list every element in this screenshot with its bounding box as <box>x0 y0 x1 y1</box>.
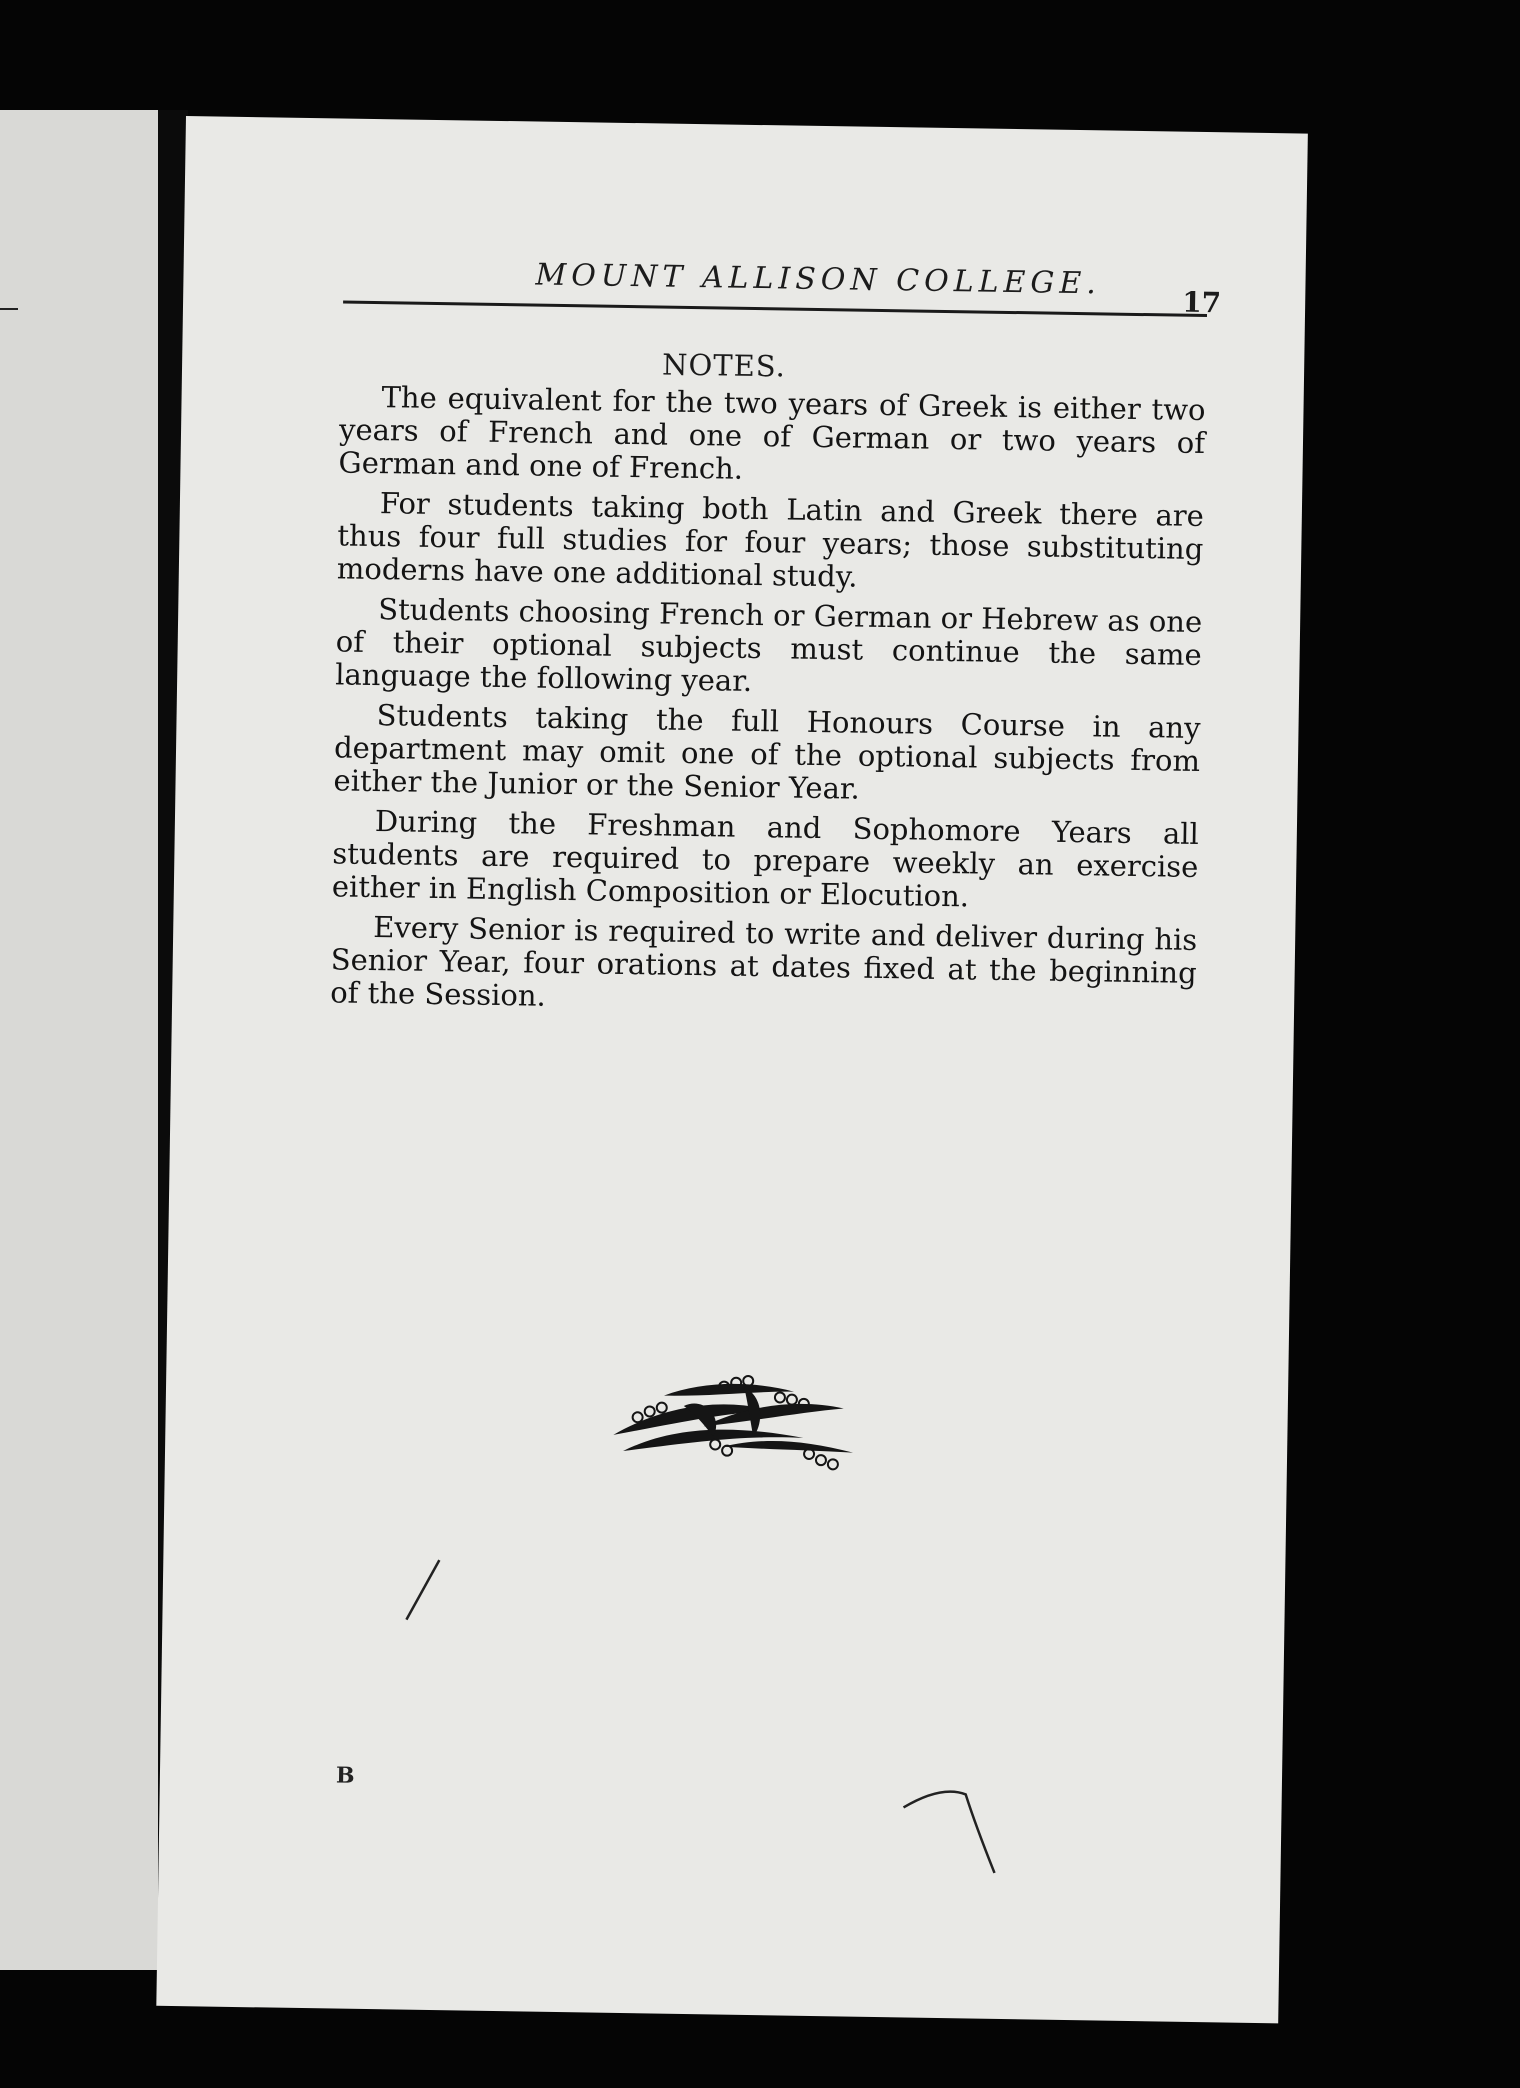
signature-mark: B <box>335 1762 355 1789</box>
book-page <box>156 116 1308 2023</box>
note-paragraph: Students choosing French or German or Hebrew as one of their optional subjects must continue the same language the following year. <box>334 592 1203 698</box>
note-paragraph: For students taking both Latin and Greek there are thus four full studies for four years; those substituting moderns have one additional study. <box>336 486 1205 594</box>
header-rule <box>343 300 1207 317</box>
facing-page-rule <box>0 308 18 310</box>
note-paragraph: Students taking the full Honours Course in any department may omit one of the optional subjects from either the Junior or the Senior Year. <box>333 698 1201 806</box>
page-number: 17 <box>1181 285 1222 320</box>
pencil-stroke-mark <box>402 1556 443 1627</box>
section-title: NOTES. <box>661 347 787 384</box>
notes-body <box>330 380 1206 1030</box>
note-paragraph: Every Senior is required to write and deliver during his Senior Year, four orations at dates fixed at the beginning of the Session. <box>329 910 1198 1013</box>
running-head: MOUNT ALLISON COLLEGE. <box>535 257 1102 302</box>
pencil-hook-mark <box>898 1787 1009 1879</box>
note-paragraph: The equivalent for the two years of Greek is either two years of French and one of German or two years of German and one of French. <box>338 380 1206 486</box>
facing-page-fragment <box>0 110 158 1970</box>
lily-of-the-valley-ornament <box>603 1365 865 1483</box>
note-paragraph: During the Freshman and Sophomore Years all students are required to prepare weekly an exercise either in English Composition or Elocution. <box>331 804 1200 914</box>
